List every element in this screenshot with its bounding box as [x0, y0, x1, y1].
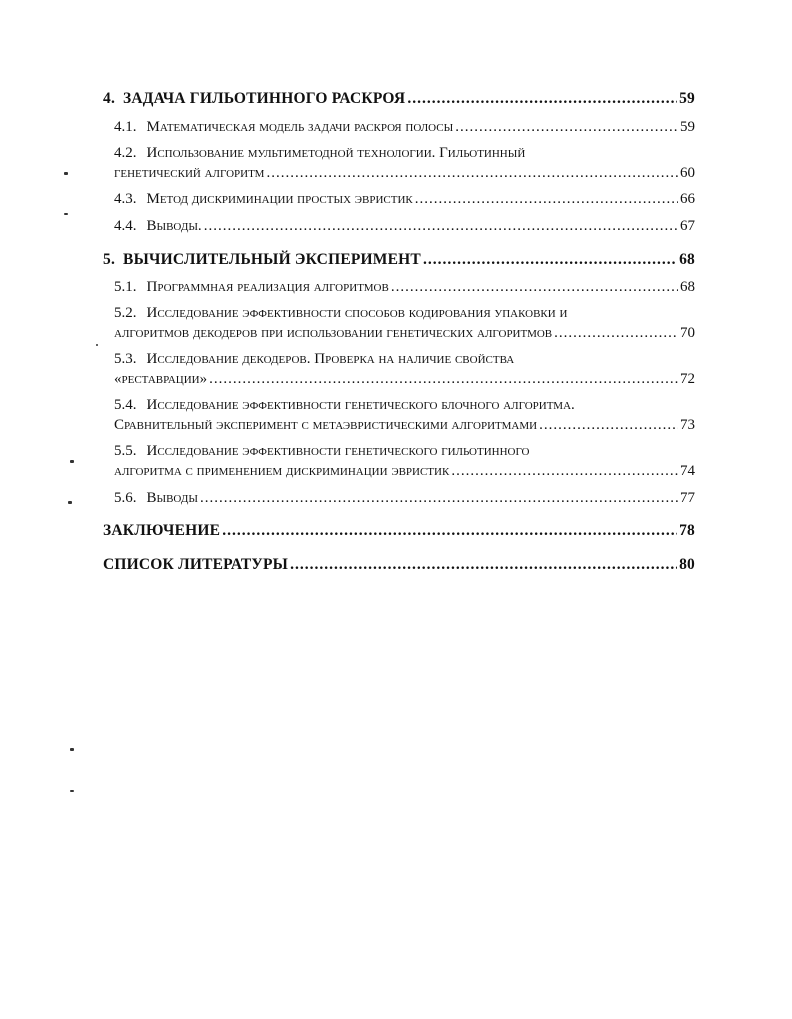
- toc-title: Исследование эффективности генетического блочного алгоритма.: [146, 397, 575, 413]
- toc-leader-dots: [204, 217, 678, 235]
- toc-page-number: 59: [679, 90, 695, 107]
- toc-page-number: 60: [680, 165, 695, 181]
- toc-page-number: 59: [680, 119, 695, 135]
- toc-leader-dots: [539, 416, 678, 434]
- toc-title: Выводы.: [146, 218, 202, 234]
- toc-number: 4.: [103, 90, 116, 107]
- toc-number: 4.2.: [114, 145, 137, 161]
- toc-page-number: 77: [680, 490, 695, 506]
- toc-leader-dots: [415, 190, 678, 208]
- toc-number: 5.3.: [114, 351, 137, 367]
- toc-leader-dots: [266, 164, 678, 182]
- toc-number: 5.2.: [114, 305, 137, 321]
- scan-speck: [64, 172, 68, 175]
- toc-number: 4.4.: [114, 218, 137, 234]
- toc-title: СПИСОК ЛИТЕРАТУРЫ: [103, 556, 289, 573]
- scan-speck: [68, 501, 72, 504]
- toc-number: 5.5.: [114, 443, 137, 459]
- scan-speck: [70, 748, 74, 751]
- toc-number: 5.6.: [114, 490, 137, 506]
- toc-page-number: 68: [679, 251, 695, 268]
- toc-page-number: 70: [680, 325, 695, 341]
- toc-leader-dots: [200, 489, 678, 507]
- toc-title: ЗАДАЧА ГИЛЬОТИННОГО РАСКРОЯ: [123, 90, 406, 107]
- toc-title: Программная реализация алгоритмов: [146, 279, 389, 295]
- toc-title-continued: Сравнительный эксперимент с метаэвристическими алгоритмами: [114, 417, 538, 433]
- toc-page-number: 67: [680, 218, 695, 234]
- toc-title: ВЫЧИСЛИТЕЛЬНЫЙ ЭКСПЕРИМЕНТ: [123, 251, 421, 268]
- toc-title-continued: «реставрации»: [114, 371, 208, 387]
- toc-title: Метод дискриминации простых эвристик: [146, 191, 413, 207]
- toc-number: 5.4.: [114, 397, 137, 413]
- toc-title-continued: алгоритма с применением дискриминации эвристик: [114, 463, 450, 479]
- toc-page-number: 72: [680, 371, 695, 387]
- scan-speck: [70, 460, 74, 463]
- toc-number: 4.3.: [114, 191, 137, 207]
- toc-leader-dots: [554, 324, 678, 342]
- toc-title: ЗАКЛЮЧЕНИЕ: [103, 522, 221, 539]
- toc-leader-dots: [423, 251, 677, 269]
- toc-title-continued: алгоритмов декодеров при использовании генетических алгоритмов: [114, 325, 553, 341]
- toc-number: 5.: [103, 251, 116, 268]
- toc-title: Исследование декодеров. Проверка на наличие свойства: [146, 351, 515, 367]
- toc-leader-dots: [391, 278, 678, 296]
- scan-speck: [70, 790, 74, 792]
- toc-page-number: 68: [680, 279, 695, 295]
- toc-title: Использование мультиметодной технологии. Гильотинный: [146, 145, 526, 161]
- toc-page-number: 80: [679, 556, 695, 573]
- toc-leader-dots: [451, 462, 678, 480]
- toc-title: Выводы: [146, 490, 198, 506]
- toc-title: Исследование эффективности способов кодирования упаковки и: [146, 305, 568, 321]
- toc-leader-dots: [455, 118, 678, 136]
- toc-number: 5.1.: [114, 279, 137, 295]
- toc-page-number: 74: [680, 463, 695, 479]
- toc-page-number: 66: [680, 191, 695, 207]
- scan-speck: [64, 213, 68, 215]
- toc-leader-dots: [222, 522, 677, 540]
- toc-number: 4.1.: [114, 119, 137, 135]
- toc-page-number: 73: [680, 417, 695, 433]
- toc-title-continued: генетический алгоритм: [114, 165, 265, 181]
- scan-speck: [96, 344, 98, 346]
- toc-leader-dots: [290, 556, 677, 574]
- toc-leader-dots: [407, 90, 677, 108]
- toc-page-number: 78: [679, 522, 695, 539]
- toc-title: Математическая модель задачи раскроя полосы: [146, 119, 454, 135]
- toc-title: Исследование эффективности генетического гильотинного: [146, 443, 530, 459]
- toc-leader-dots: [209, 370, 678, 388]
